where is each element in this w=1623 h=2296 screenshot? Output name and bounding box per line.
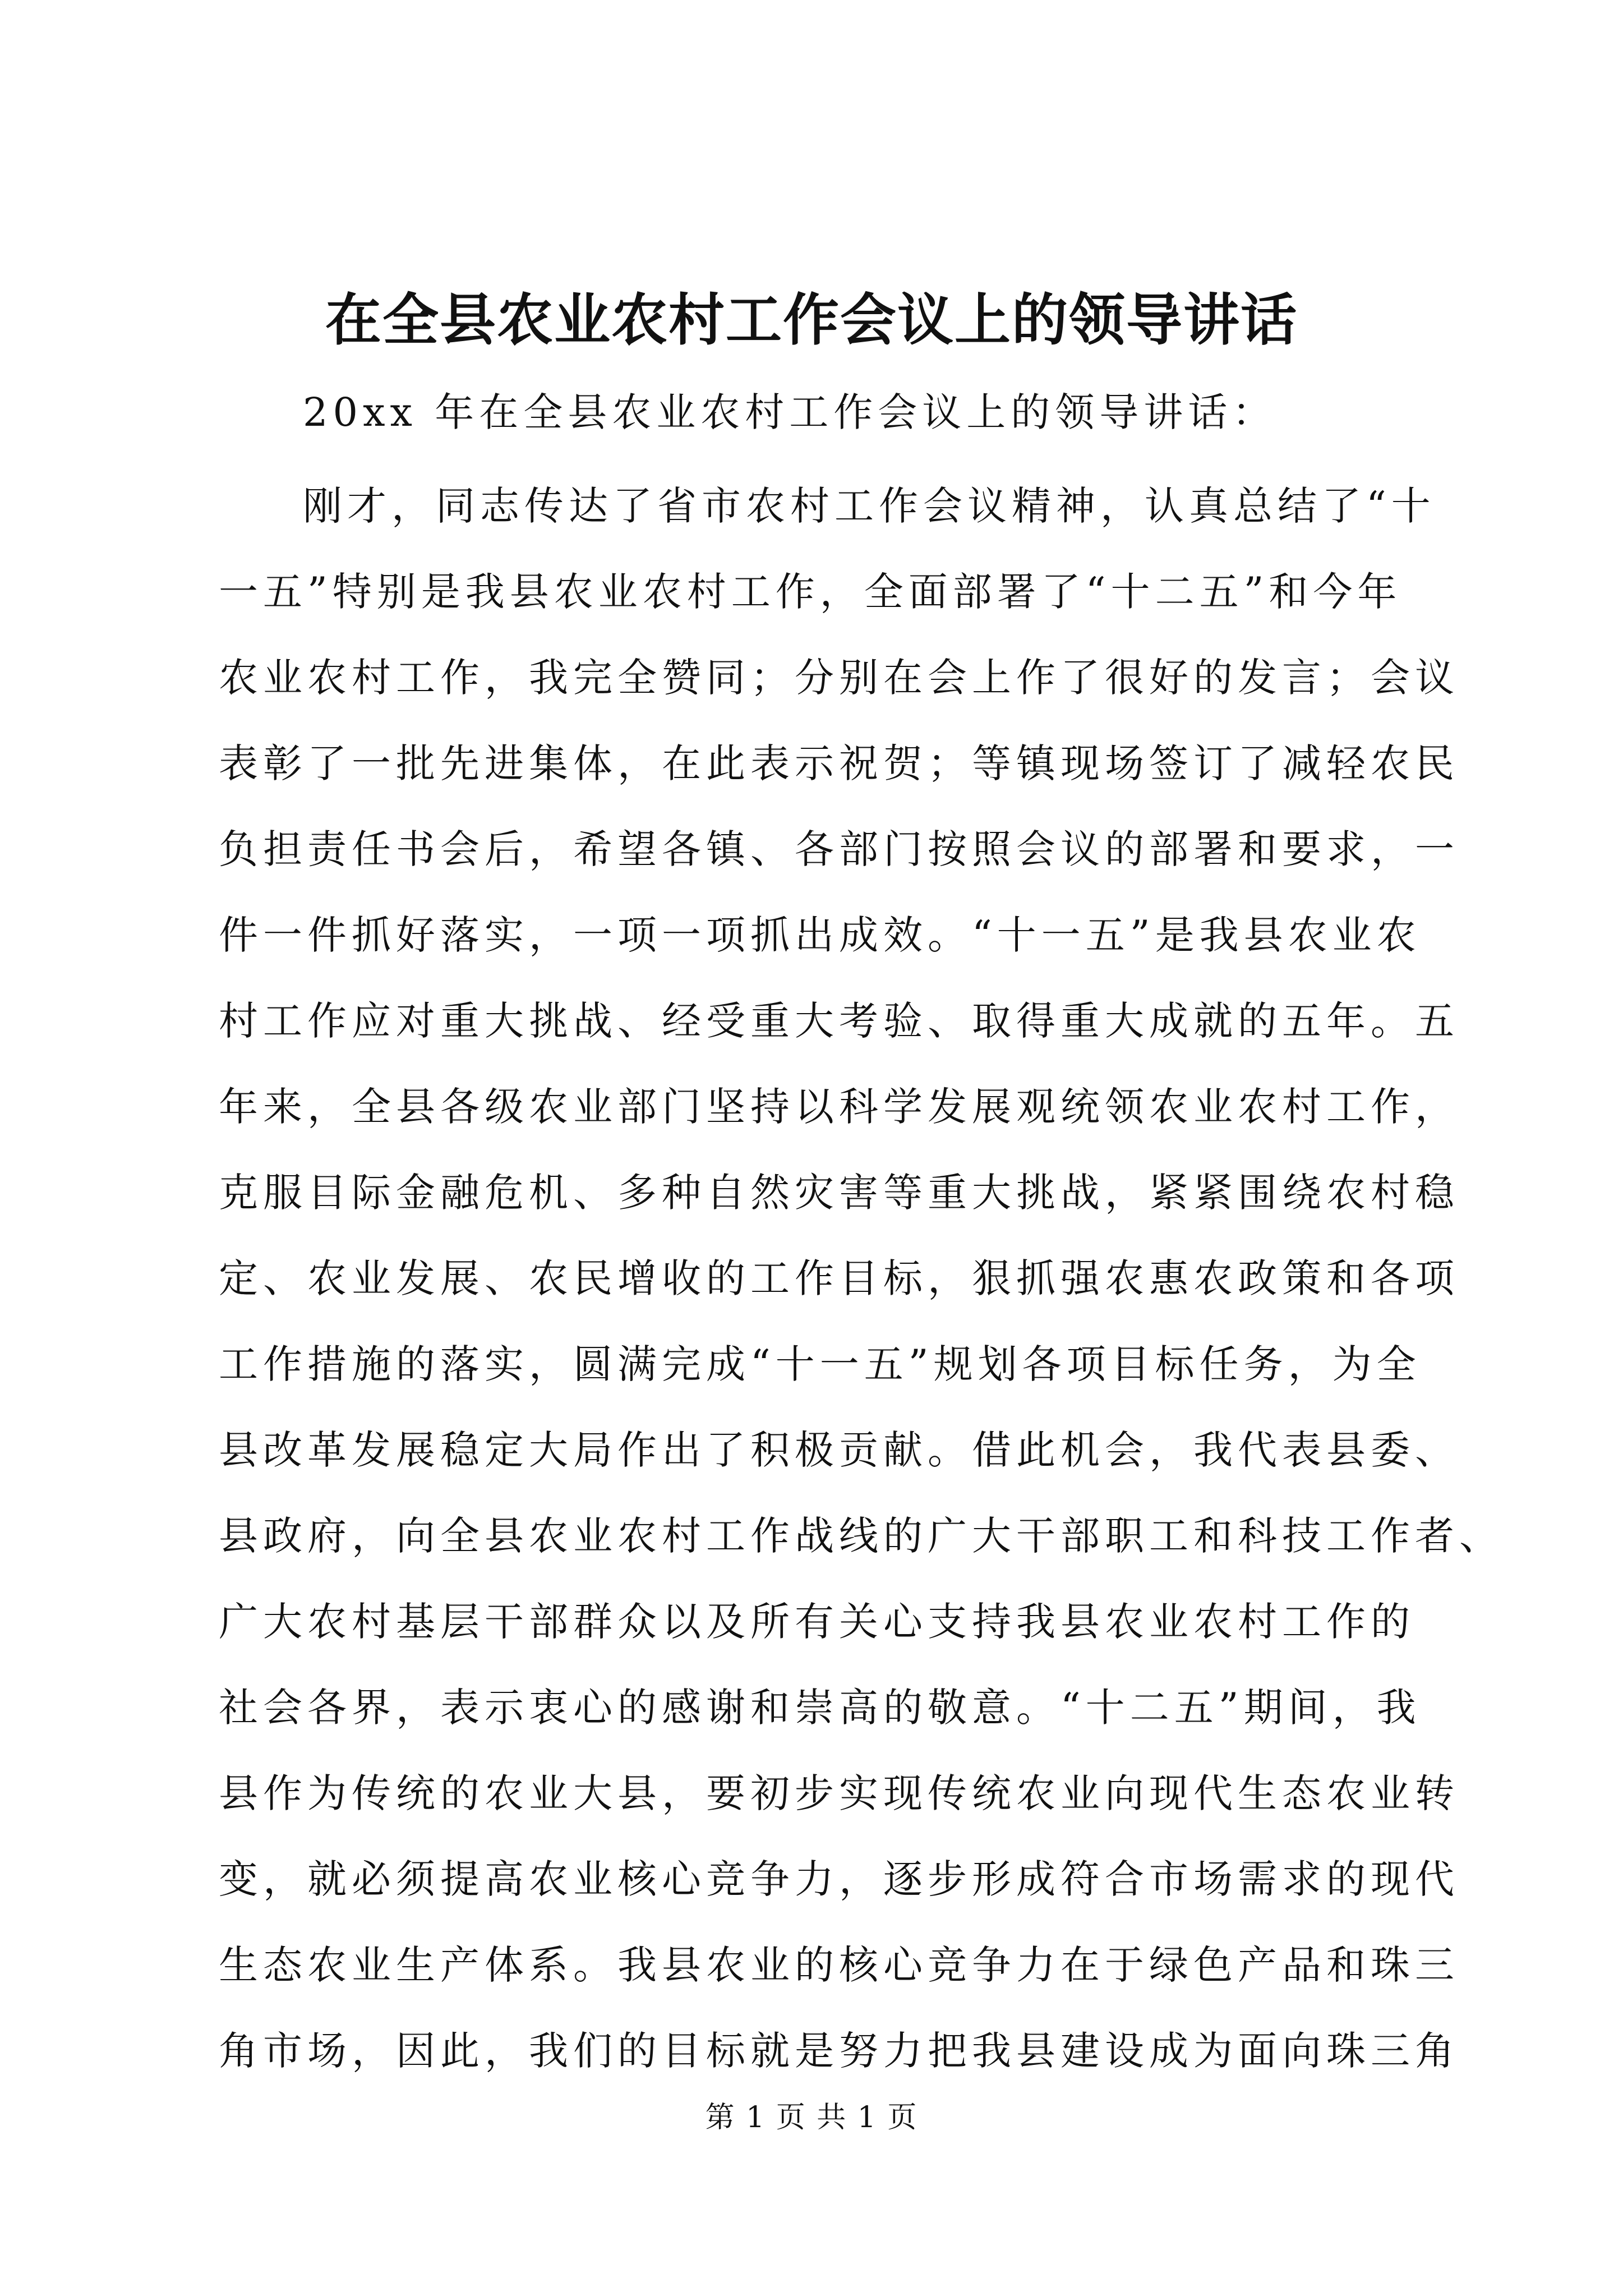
body-line: 县作为传统的农业大县，要初步实现传统农业向现代生态农业转 — [219, 1770, 1459, 1816]
body-line: 定、农业发展、农民增收的工作目标，狠抓强农惠农政策和各项 — [219, 1255, 1459, 1301]
intro-line: 20xx 年在全县农业农村工作会议上的领导讲话： — [303, 389, 1277, 435]
body-line: 变，就必须提高农业核心竞争力，逐步形成符合市场需求的现代 — [219, 1856, 1459, 1902]
body-line: 年来，全县各级农业部门坚持以科学发展观统领农业农村工作， — [219, 1084, 1459, 1130]
body-line: 克服目际金融危机、多种自然灾害等重大挑战，紧紧围绕农村稳 — [219, 1170, 1459, 1216]
body-line: 广大农村基层干部群众以及所有关心支持我县农业农村工作的 — [219, 1599, 1415, 1645]
body-line: 生态农业生产体系。我县农业的核心竞争力在于绿色产品和珠三 — [219, 1942, 1459, 1988]
body-line: 一五”特别是我县农业农村工作，全面部署了“十二五”和今年 — [219, 569, 1402, 615]
page-footer: 第 1 页 共 1 页 — [705, 2101, 918, 2134]
body-line: 表彰了一批先进集体，在此表示祝贺；等镇现场签订了减轻农民 — [219, 740, 1459, 786]
body-line: 刚才，同志传达了省市农村工作会议精神，认真总结了“十 — [303, 483, 1436, 529]
document-title: 在全县农业农村工作会议上的领导讲话 — [325, 287, 1298, 353]
body-line: 社会各界，表示衷心的感谢和崇高的敬意。“十二五”期间，我 — [219, 1685, 1421, 1731]
body-line: 工作措施的落实，圆满完成“十一五”规划各项目标任务，为全 — [219, 1341, 1421, 1387]
body-line: 角市场，因此，我们的目标就是努力把我县建设成为面向珠三角 — [219, 2028, 1459, 2074]
body-line: 县改革发展稳定大局作出了积极贡献。借此机会，我代表县委、 — [219, 1427, 1459, 1473]
body-line: 村工作应对重大挑战、经受重大考验、取得重大成就的五年。五 — [219, 998, 1459, 1044]
body-line: 件一件抓好落实，一项一项抓出成效。“十一五”是我县农业农 — [219, 912, 1421, 958]
body-line: 负担责任书会后，希望各镇、各部门按照会议的部署和要求，一 — [219, 826, 1459, 872]
body-line: 县政府，向全县农业农村工作战线的广大干部职工和科技工作者、 — [219, 1513, 1504, 1559]
body-line: 农业农村工作，我完全赞同；分别在会上作了很好的发言；会议 — [219, 655, 1459, 701]
